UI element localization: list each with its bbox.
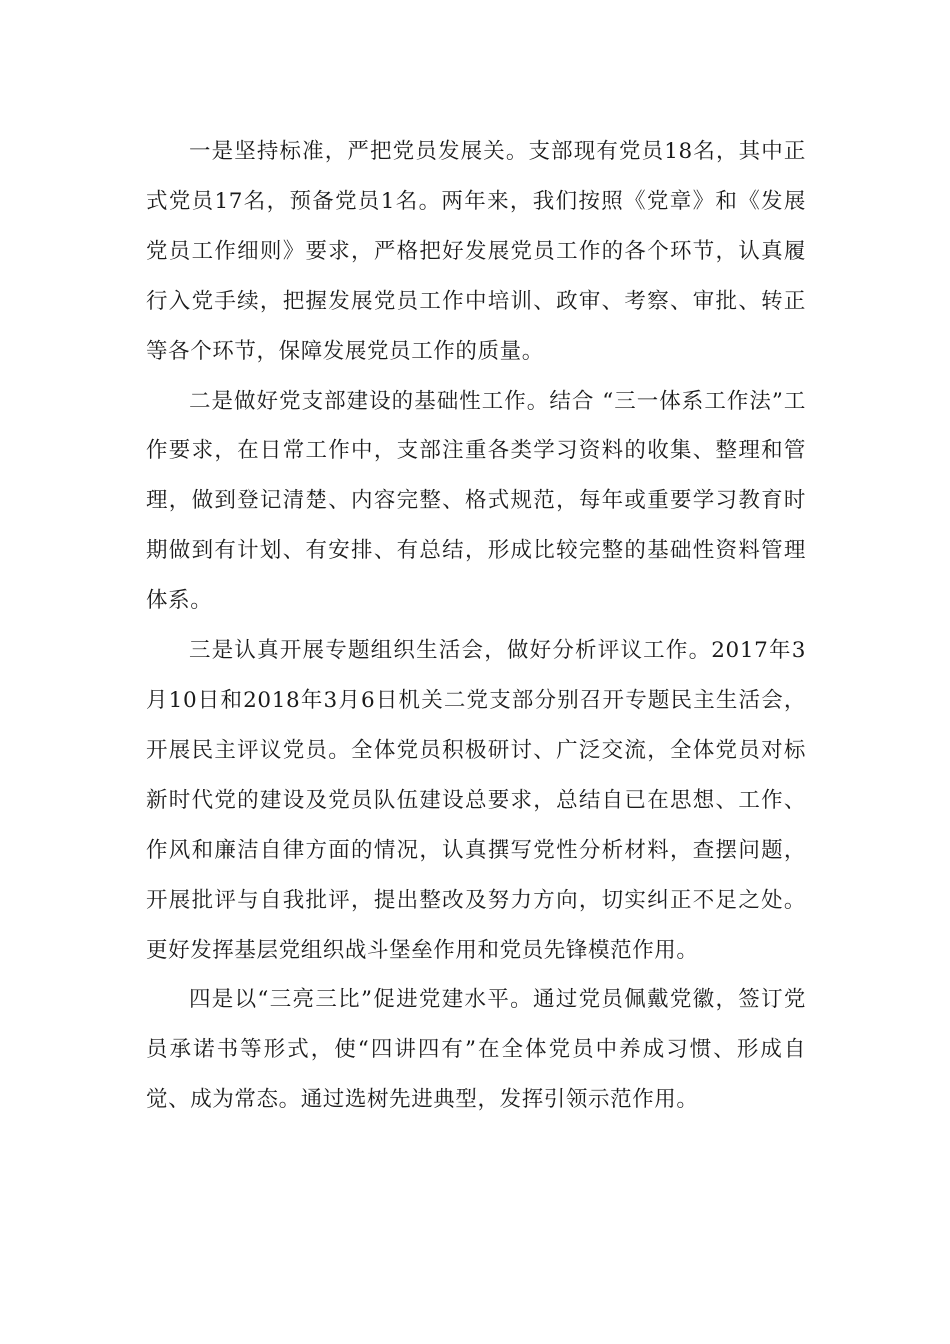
document-body — [146, 127, 806, 1125]
paragraph-4: 四是以“三亮三比”促进党建水平。通过党员佩戴党徽，签订党员承诺书等形式，使“四讲四有”在全体党员中养成习惯、形成自觉、成为常态。通过选树先进典型，发挥引领示范作用。 — [146, 987, 806, 1113]
paragraph-1: 一是坚持标准，严把党员发展关。支部现有党员18名，其中正式党员17名，预备党员1名。两年来，我们按照《党章》和《发展党员工作细则》要求，严格把好发展党员工作的各个环节，认真履行入党手续，把握发展党员工作中培训、政审、考察、审批、转正等各个环节，保障发展党员工作的质量。 — [146, 139, 806, 364]
paragraph-2: 二是做好党支部建设的基础性工作。结合 “三一体系工作法”工作要求，在日常工作中，支部注重各类学习资料的收集、整理和管理，做到登记清楚、内容完整、格式规范，每年或重要学习教育时期做到有计划、有安排、有总结，形成比较完整的基础性资料管理体系。 — [146, 388, 806, 614]
paragraph-3: 三是认真开展专题组织生活会，做好分析评议工作。2017年3月10日和2018年3月6日机关二党支部分别召开专题民主生活会，开展民主评议党员。全体党员积极研讨、广泛交流，全体党员对标新时代党的建设及党员队伍建设总要求，总结自已在思想、工作、作风和廉洁自律方面的情况，认真撰写党性分析材料，查摆问题，开展批评与自我批评，提出整改及努力方向，切实纠正不足之处。更好发挥基层党组织战斗堡垒作用和党员先锋模范作用。 — [146, 638, 806, 963]
